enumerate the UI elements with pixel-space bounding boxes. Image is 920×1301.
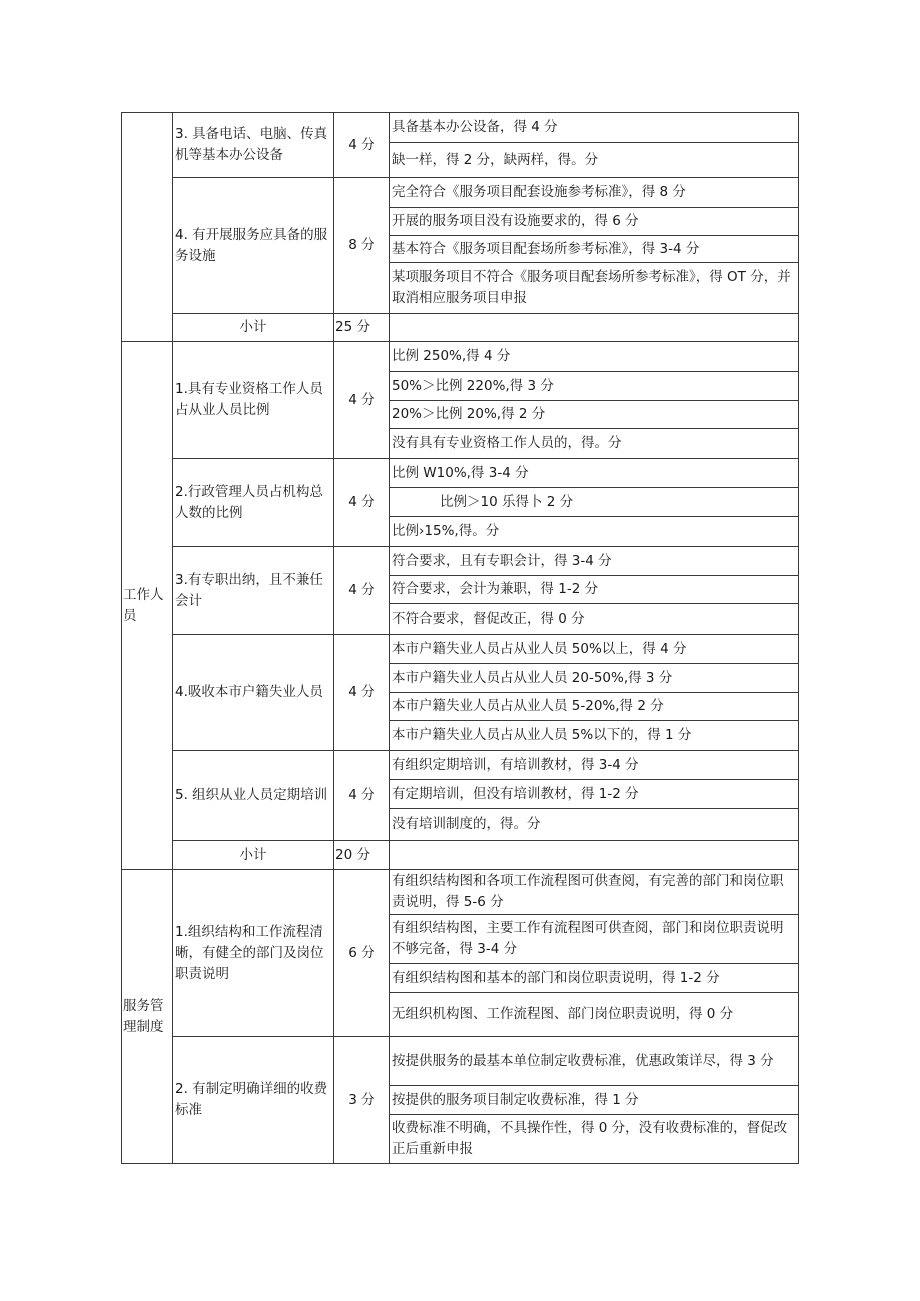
standard-text: 没有培训制度的，得。分 xyxy=(392,816,541,832)
standard-text: 不符合要求，督促改正，得 0 分 xyxy=(392,610,585,627)
standard-text: 完全符合《服务项目配套设施参考标准》，得 8 分 xyxy=(392,184,686,200)
subtotal-label: 小计 xyxy=(239,846,267,863)
item-score: 4 分 xyxy=(348,391,375,408)
standard-text: 本市户籍失业人员占从业人员 50%以上，得 4 分 xyxy=(392,640,687,657)
item-name: 3. 具备电话、电脑、传真机等基本办公设备 xyxy=(175,126,328,163)
subtotal-score: 20 分 xyxy=(335,846,370,863)
item-score: 4 分 xyxy=(348,684,375,700)
item-score: 4 分 xyxy=(348,494,375,510)
standard-text: 按提供的服务项目制定收费标准，得 1 分 xyxy=(392,1091,639,1108)
item-name: 2. 有制定明确详细的收费标准 xyxy=(175,1081,328,1118)
item-name: 5. 组织从业人员定期培训 xyxy=(175,787,328,803)
item-score: 8 分 xyxy=(348,237,375,253)
standard-text: 20%＞比例 20%,得 2 分 xyxy=(392,406,546,422)
category-label: 服务管理制度 xyxy=(123,997,164,1035)
item-name: 4. 有开展服务应具备的服务设施 xyxy=(175,226,328,264)
table-border-right xyxy=(798,112,799,1164)
standard-text: 有组织结构图和各项工作流程图可供查阅，有完善的部门和岗位职责说明，得 5-6 分 xyxy=(392,873,784,910)
standard-text: 无组织机构图、工作流程图、部门岗位职责说明，得 0 分 xyxy=(392,1006,734,1022)
standard-text: 比例›15%,得。分 xyxy=(392,523,500,539)
standard-text: 本市户籍失业人员占从业人员 5%以下的，得 1 分 xyxy=(392,727,692,743)
standard-text: 开展的服务项目没有设施要求的，得 6 分 xyxy=(392,213,639,229)
item-score: 6 分 xyxy=(348,944,375,961)
standard-text: 比例＞10 乐得卜 2 分 xyxy=(440,493,574,510)
standard-text: 基本符合《服务项目配套场所参考标准》，得 3-4 分 xyxy=(392,240,700,257)
standard-text: 比例 250%,得 4 分 xyxy=(392,348,511,364)
item-name: 2.行政管理人员占机构总人数的比例 xyxy=(175,483,323,521)
subtotal-label: 小计 xyxy=(239,319,267,335)
standard-text: 按提供服务的最基本单位制定收费标准，优惠政策详尽，得 3 分 xyxy=(392,1052,774,1069)
category-label: 工作人员 xyxy=(123,586,164,624)
subtotal-score: 25 分 xyxy=(335,319,370,335)
standard-text: 有组织结构图和基本的部门和岗位职责说明，得 1-2 分 xyxy=(392,969,720,986)
standard-text: 具备基本办公设备，得 4 分 xyxy=(392,119,558,135)
standard-text: 符合要求，且有专职会计，得 3-4 分 xyxy=(392,552,612,569)
standard-text: 有组织结构图，主要工作有流程图可供查阅，部门和岗位职责说明不够完备，得 3-4 分 xyxy=(392,920,784,957)
standard-text: 符合要求，会计为兼职，得 1-2 分 xyxy=(392,581,599,597)
standard-text: 有组织定期培训，有培训教材，得 3-4 分 xyxy=(392,756,639,773)
item-name: 4.吸收本市户籍失业人员 xyxy=(175,684,323,700)
item-score: 4 分 xyxy=(348,136,375,153)
standard-text: 缺一样，得 2 分，缺两样，得。分 xyxy=(392,151,599,168)
item-score: 3 分 xyxy=(348,1091,375,1108)
standard-text: 比例 W10%,得 3-4 分 xyxy=(392,464,529,481)
standard-text: 某项服务项目不符合《服务项目配套场所参考标准》，得 OT 分，并取消相应服务项目申报 xyxy=(392,269,791,306)
standard-text: 本市户籍失业人员占从业人员 5-20%,得 2 分 xyxy=(392,698,664,714)
item-name: 1.具有专业资格工作人员占从业人员比例 xyxy=(175,381,323,418)
item-name: 3.有专职出纳，且不兼任会计 xyxy=(175,571,323,609)
standard-text: 本市户籍失业人员占从业人员 20-50%,得 3 分 xyxy=(392,669,673,686)
table-border-bottom xyxy=(121,1163,799,1164)
item-score: 4 分 xyxy=(348,582,375,598)
standard-text: 50%＞比例 220%,得 3 分 xyxy=(392,377,554,394)
standard-text: 有定期培训，但没有培训教材，得 1-2 分 xyxy=(392,785,639,802)
standard-text: 收费标准不明确，不具操作性，得 0 分，没有收费标准的，督促改正后重新申报 xyxy=(392,1120,788,1157)
item-score: 4 分 xyxy=(348,787,375,803)
item-name: 1.组织结构和工作流程清晰，有健全的部门及岗位职责说明 xyxy=(175,923,324,982)
standard-text: 没有具有专业资格工作人员的，得。分 xyxy=(392,435,622,451)
